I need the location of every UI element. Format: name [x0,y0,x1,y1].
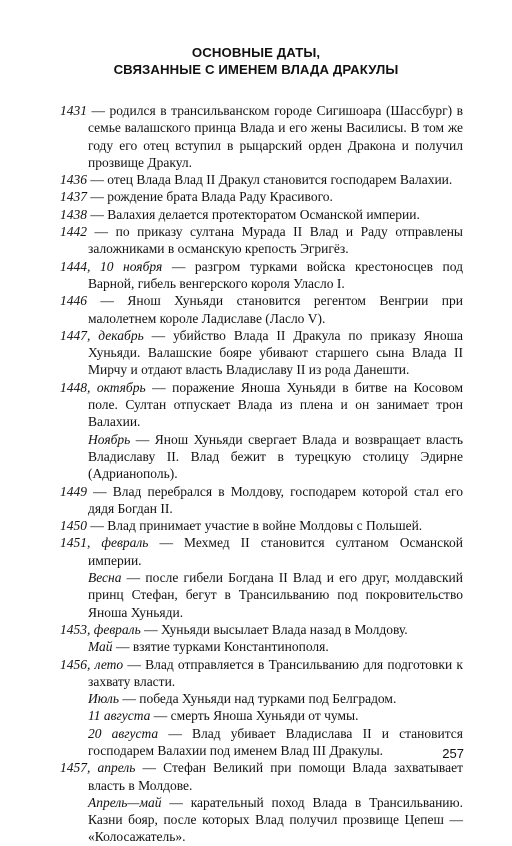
chronology-entry [60,690,463,707]
entry-text: — карательный поход Влада в Трансильванию. Казни бояр, после которых Влад получил прозвище Цепеш — «Колосажатель». [88,794,463,845]
chronology-entry [60,517,463,534]
entry-text: — убийство Влада II Дракула по приказу Яноша Хуньяди. Валашские бояре убивают старшего сына Влада II Мирчу и отдают власть Владиславу II из рода Данешти. [88,327,463,378]
entry-text: — родился в трансильванском городе Сигишоара (Шассбург) в семье валашского принца Влада и его жены Василисы. В том же году его отец вступил в рыцарский орден Дракона и получил прозвище Дракул. [87,103,463,170]
chronology-entry [60,171,463,188]
entry-date: Май [88,639,113,655]
entry-date: 1448, октябрь [60,379,146,395]
chronology-entry [60,621,463,638]
entry-text: — Стефан Великий при помощи Влада захватывает власть в Молдове. [88,760,463,793]
entry-date: 1456, лето [60,656,124,672]
entry-text: — Хуньяди высылает Влада назад в Молдову. [140,621,408,637]
entry-text: — Влад отправляется в Трансильванию для подготовки к захвату власти. [88,656,463,689]
title-line-2: СВЯЗАННЫЕ С ИМЕНЕМ ВЛАДА ДРАКУЛЫ [113,61,399,77]
entry-text: — победа Хуньяди над турками под Белградом. [118,691,397,707]
entry-date: 1442 [60,224,87,240]
chronology-entry [60,292,463,327]
page-title [0,45,512,78]
entry-text: — взятие турками Константинополя. [112,639,329,655]
entry-text: — Янош Хуньяди становится регентом Венгрии при малолетнем короле Ладиславе (Ласло V). [87,293,463,326]
entry-date: 1438 [60,206,87,222]
entry-date: 1450 [60,518,87,534]
entry-date: 1436 [60,172,87,188]
entry-text: — Валахия делается протекторатом Османской империи. [87,206,420,222]
chronology-entry [60,483,463,518]
entry-text: — Мехмед II становится султаном Османской империи. [88,535,463,568]
title-line-1: ОСНОВНЫЕ ДАТЫ, [191,45,321,60]
chronology-entry [60,534,463,569]
entry-date: 1449 [60,483,87,499]
chronology-list [60,102,463,846]
entry-date: 1451, февраль [60,535,149,551]
entry-text: — Влад перебрался в Молдову, господарем которой стал его дядя Богдан II. [87,483,463,516]
entry-date: 1444, 10 ноября [60,258,163,274]
chronology-entry [60,258,463,293]
entry-date: 20 августа [88,725,159,741]
entry-date: 1447, декабрь [60,327,144,343]
entry-text: — Влад принимает участие в войне Молдовы с Польшей. [87,518,423,534]
chronology-entry [60,656,463,691]
chronology-entry [60,379,463,431]
entry-text: — поражение Яноша Хуньяди в битве на Косовом поле. Султан отпускает Влада из плена и он занимает трон Валахии. [88,379,463,430]
entry-date: 11 августа [88,708,151,724]
entry-text: — отец Влада Влад II Дракул становится господарем Валахии. [87,172,453,188]
page-number: 257 [442,746,464,761]
entry-date: 1457, апрель [60,760,136,776]
chronology-entry [60,794,463,846]
entry-text: — по приказу султана Мурада II Влад и Раду отправлены заложниками в османскую крепость Эгригёз. [87,224,463,257]
entry-date: Весна [88,570,122,586]
chronology-entry [60,638,463,655]
chronology-entry [60,707,463,724]
entry-date: 1446 [60,293,87,309]
entry-text: — Янош Хуньяди свергает Влада и возвращает власть Владиславу II. Влад бежит в турецкую столицу Эдирне (Адрианополь). [88,431,463,482]
entry-date: Июль [88,691,119,707]
entry-date: Апрель—май [88,794,162,810]
chronology-entry [60,327,463,379]
entry-date: 1431 [60,103,87,118]
entry-text: — рождение брата Влада Раду Красивого. [87,189,333,205]
entry-text: — смерть Яноша Хуньяди от чумы. [150,708,359,724]
chronology-entry [60,759,463,794]
chronology-entry [60,431,463,483]
entry-date: 1453, февраль [60,621,141,637]
entry-date: 1437 [60,189,87,205]
chronology-entry [60,223,463,258]
entry-text: — Влад убивает Владислава II и становится господарем Валахии под именем Влад III Дракулы. [88,725,463,758]
entry-date: Ноябрь [88,431,131,447]
chronology-entry [60,206,463,223]
chronology-entry [60,725,463,760]
chronology-entry [60,569,463,621]
chronology-entry [60,188,463,205]
chronology-entry [60,102,463,171]
entry-text: — разгром турками войска крестоносцев под Варной, гибель венгерского короля Уласло I. [88,258,464,291]
entry-text: — после гибели Богдана II Влад и его друг, молдавский принц Стефан, бегут в Трансильванию под покровительство Яноша Хуньяди. [88,570,463,620]
